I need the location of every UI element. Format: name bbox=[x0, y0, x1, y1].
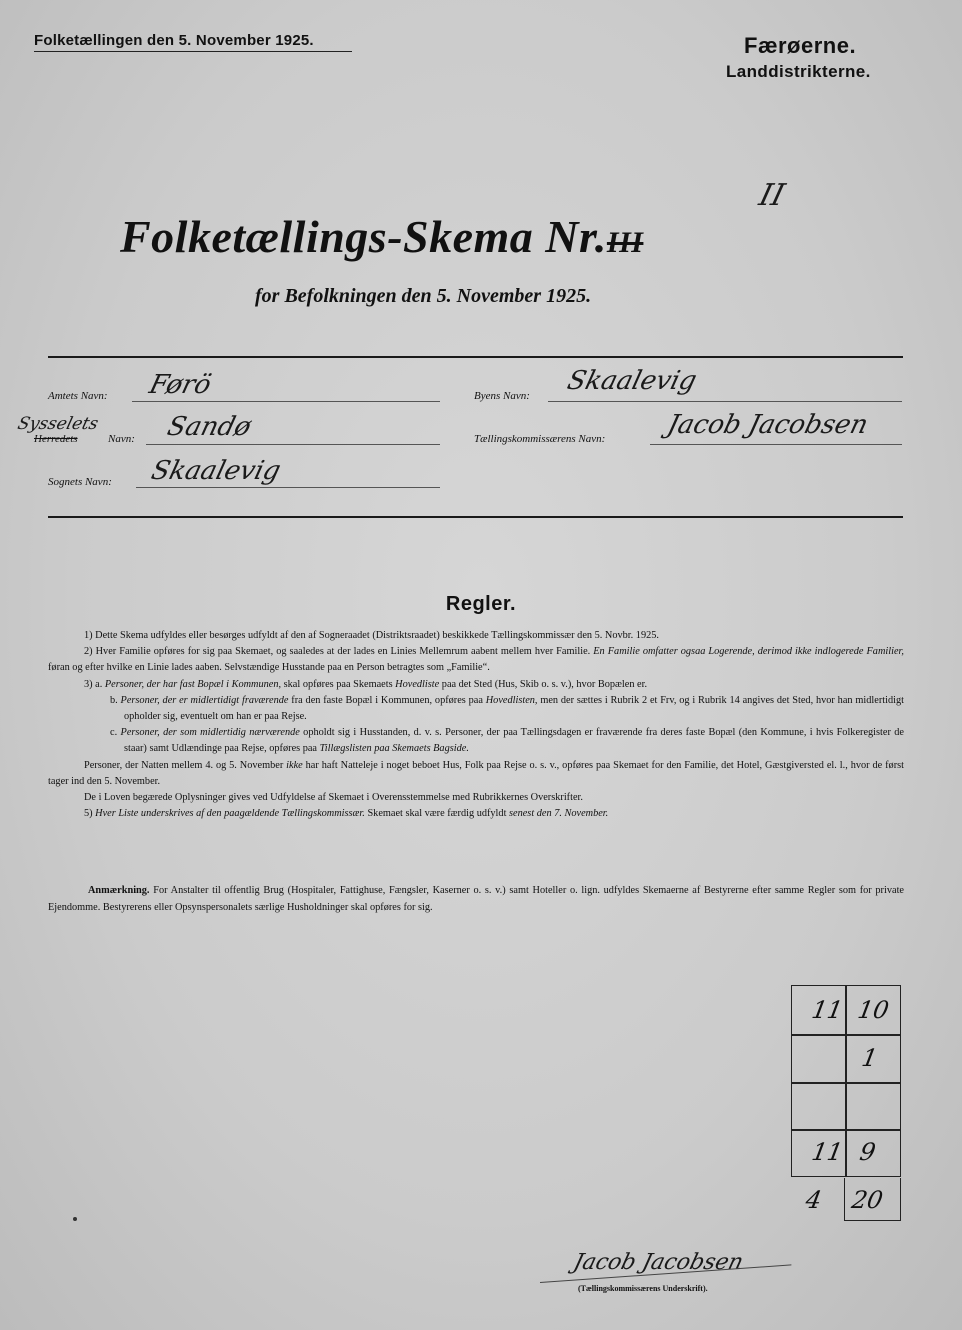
top-rule bbox=[48, 356, 903, 358]
census-header-title: Folketællingen den 5. November 1925. bbox=[34, 32, 314, 49]
rule-4: De i Loven begærede Oplysninger gives ved Udfyldelse af Skemaet i Overensstemmelse med Rubrikkernes Overskrifter. bbox=[84, 792, 583, 804]
note-text: For Anstalter til offentlig Brug (Hospitaler, Fattighuse, Fængsler, Kaserner o. s. v.) samt Hoteller o. lign. udfyldes Skemaerne af Bestyrerne efter samme Regler som for private Ejendomme. Bestyrerens eller Opsynspersonalets særlige Husholdninger skal opføres for sig. bbox=[48, 885, 904, 913]
tally-row-line bbox=[792, 1082, 900, 1084]
kommissaer-label: Tællingskommissærens Navn: bbox=[474, 433, 606, 445]
paper-mark bbox=[73, 1217, 77, 1221]
amt-label: Amtets Navn: bbox=[48, 390, 108, 402]
rule-3c: c. Personer, der som midlertidig nærværende opholdt sig i Husstanden, d. v. s. Personer, der paa Tællingsdagen er fraværende fra deres faste Bopæl (den Kommune, i hvis Folkeregister de staar) samt Udlændinge paa Rejse, opføres paa Tillægslisten paa Skemaets Bagside. bbox=[110, 727, 904, 755]
header-underline bbox=[34, 51, 352, 52]
by-line bbox=[548, 401, 902, 402]
tally-cell: 1 bbox=[859, 1044, 880, 1072]
handwritten-form-number: II bbox=[755, 178, 789, 213]
herred-line bbox=[146, 444, 440, 445]
note-paragraph bbox=[48, 882, 904, 916]
amt-line bbox=[132, 401, 440, 402]
herred-label-handwritten: Sysselets bbox=[15, 414, 101, 434]
kommissaer-line bbox=[650, 444, 902, 445]
signature-caption: (Tællingskommissærens Underskrift). bbox=[578, 1284, 708, 1293]
form-title-text: Folketællings-Skema Nr. bbox=[120, 211, 607, 262]
form-title bbox=[120, 210, 643, 263]
amt-value: Førö bbox=[146, 370, 215, 400]
rule-3a: 3) a. Personer, der har fast Bopæl i Kommunen, skal opføres paa Skemaets Hovedliste paa det Sted (Hus, Skib o. s. v.), hvor Bopælen er. bbox=[84, 678, 648, 690]
tally-total-left: 4 bbox=[803, 1186, 824, 1214]
sogn-line bbox=[136, 487, 440, 488]
kommissaer-value: Jacob Jacobsen bbox=[664, 410, 872, 440]
tally-box bbox=[791, 985, 901, 1177]
by-value: Skaalevig bbox=[564, 366, 700, 396]
tally-cell: 10 bbox=[855, 996, 892, 1024]
note-label: Anmærkning. bbox=[88, 885, 150, 896]
district-name: Landdistrikterne. bbox=[726, 62, 871, 81]
tally-divider bbox=[845, 986, 847, 1176]
rule-2: 2) Hver Familie opføres for sig paa Skemaet, og saaledes at der lades en Linies Mellemrum aabent mellem hver Familie. En Familie omfatter ogsaa Logerende, derimod ikke indlogerede Familier, føran og efter hvilke en Linie lades aaben. Selvstændige Husstande paa en Person betragtes som „Familie“. bbox=[48, 646, 904, 674]
herred-label-struck: Herredets bbox=[34, 433, 78, 445]
bottom-rule bbox=[48, 516, 903, 518]
rule-1: 1) Dette Skema udfyldes eller besørges udfyldt af den af Sogneraadet (Distriktsraadet) beskikkede Tællingskommissær den 5. Novbr. 1925. bbox=[84, 630, 659, 641]
sogn-label: Sognets Navn: bbox=[48, 476, 112, 488]
rules-heading: Regler. bbox=[445, 593, 517, 615]
rule-3d: Personer, der Natten mellem 4. og 5. November ikke har haft Natteleje i noget beboet Hus, Folk paa Rejse o. s. v., opføres paa Skemaet for den Familie, det Hotel, Gæstgiversted el. l., hvor de først tager ind den 5. November. bbox=[48, 759, 904, 787]
herred-value: Sandø bbox=[164, 412, 255, 442]
region-name: Færøerne. bbox=[744, 33, 857, 58]
sogn-value: Skaalevig bbox=[148, 456, 284, 486]
rules-text bbox=[48, 628, 904, 822]
commissioner-signature: Jacob Jacobsen bbox=[570, 1250, 746, 1275]
herred-label-suffix: Navn: bbox=[108, 433, 135, 445]
tally-cell: 11 bbox=[809, 1138, 846, 1166]
rule-5: 5) Hver Liste underskrives af den paagældende Tællingskommissær. Skemaet skal være færdig udfyldt senest den 7. November. bbox=[84, 808, 609, 820]
form-subtitle: for Befolkningen den 5. November 1925. bbox=[255, 285, 592, 307]
by-label: Byens Navn: bbox=[474, 390, 530, 402]
rule-3b: b. Personer, der er midlertidigt fraværende fra den faste Bopæl i Kommunen, opføres paa Hovedlisten, men der sættes i Rubrik 2 et Frv, og i Rubrik 14 angives det Sted, hvor han midlertidigt opholder sig, eventuelt om han er paa Rejse. bbox=[110, 694, 904, 723]
struck-form-number: III bbox=[606, 226, 644, 259]
tally-row-line bbox=[792, 1034, 900, 1036]
tally-row-line bbox=[792, 1129, 900, 1131]
tally-cell: 11 bbox=[809, 996, 846, 1024]
tally-cell: 9 bbox=[857, 1138, 878, 1166]
tally-total-right: 20 bbox=[849, 1186, 886, 1214]
